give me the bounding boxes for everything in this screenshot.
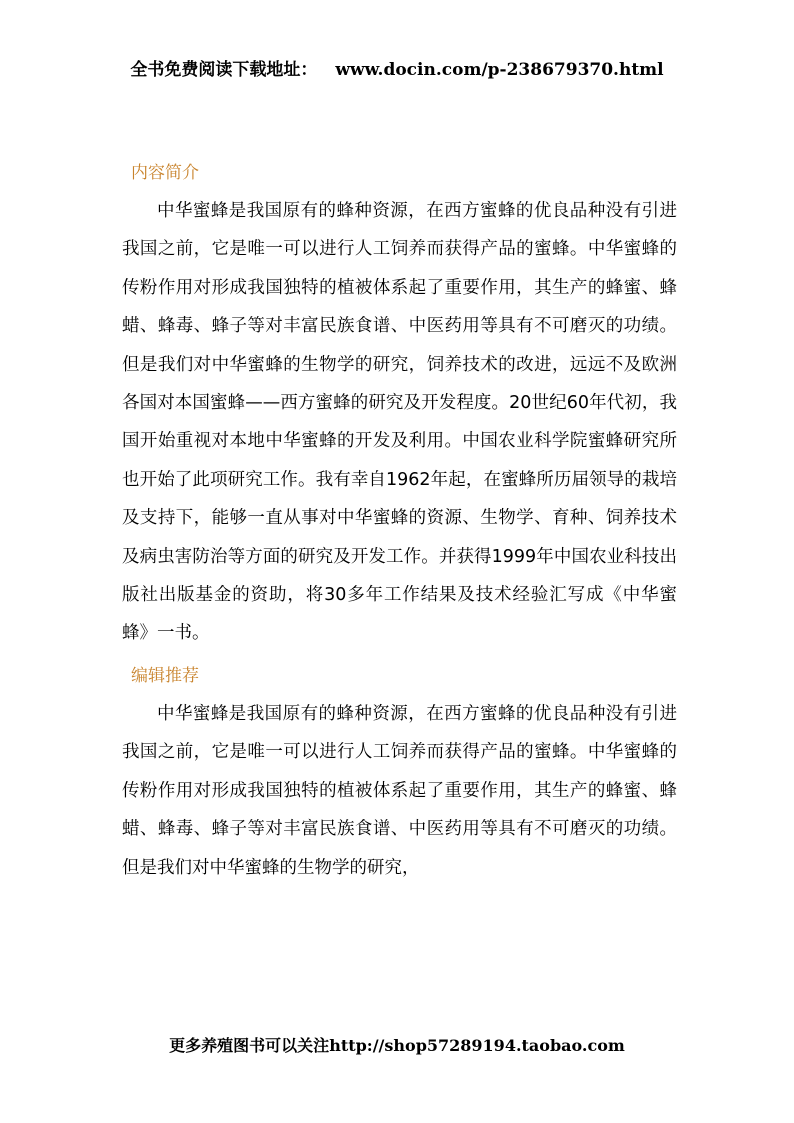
header-label: 全书免费阅读下载地址： xyxy=(130,60,318,80)
footer-label: 更多养殖图书可以关注 xyxy=(169,1036,330,1055)
header-download-link[interactable]: www.docin.com/p-238679370.html xyxy=(335,60,664,80)
section-title-editor-recommendation: 编辑推荐 xyxy=(131,665,199,686)
document-body xyxy=(122,156,677,893)
page-footer xyxy=(0,1034,794,1058)
section-body-content-summary: 中华蜜蜂是我国原有的蜂种资源，在西方蜜蜂的优良品种没有引进我国之前，它是唯一可以进行人工饲养而获得产品的蜜蜂。中华蜜蜂的传粉作用对形成我国独特的植被体系起了重要作用，其生产的蜂蜜、蜂蜡、蜂毒、蜂子等对丰富民族食谱、中医药用等具有不可磨灭的功绩。但是我们对中华蜜蜂的生物学的研究，饲养技术的改进，远远不及欧洲各国对本国蜜蜂——西方蜜蜂的研究及开发程度。20世纪60年代初，我国开始重视对本地中华蜜蜂的开发及利用。中国农业科学院蜜蜂研究所也开始了此项研究工作。我有幸自1962年起，在蜜蜂所历届领导的栽培及支持下，能够一直从事对中华蜜蜂的资源、生物学、育种、饲养技术及病虫害防治等方面的研究及开发工作。并获得1999年中国农业科技出版社出版基金的资助，将30多年工作结果及技术经验汇写成《中华蜜蜂》一书。 xyxy=(122,201,677,644)
section-title-content-summary: 内容简介 xyxy=(131,163,199,183)
section-editor-recommendation xyxy=(122,659,677,887)
section-content-summary xyxy=(122,156,677,653)
page-header xyxy=(0,58,794,82)
footer-shop-link[interactable]: http://shop57289194.taobao.com xyxy=(329,1036,625,1055)
section-body-editor-recommendation: 中华蜜蜂是我国原有的蜂种资源，在西方蜜蜂的优良品种没有引进我国之前，它是唯一可以进行人工饲养而获得产品的蜜蜂。中华蜜蜂的传粉作用对形成我国独特的植被体系起了重要作用，其生产的蜂蜜、蜂蜡、蜂毒、蜂子等对丰富民族食谱、中医药用等具有不可磨灭的功绩。但是我们对中华蜜蜂的生物学的研究， xyxy=(122,703,677,878)
